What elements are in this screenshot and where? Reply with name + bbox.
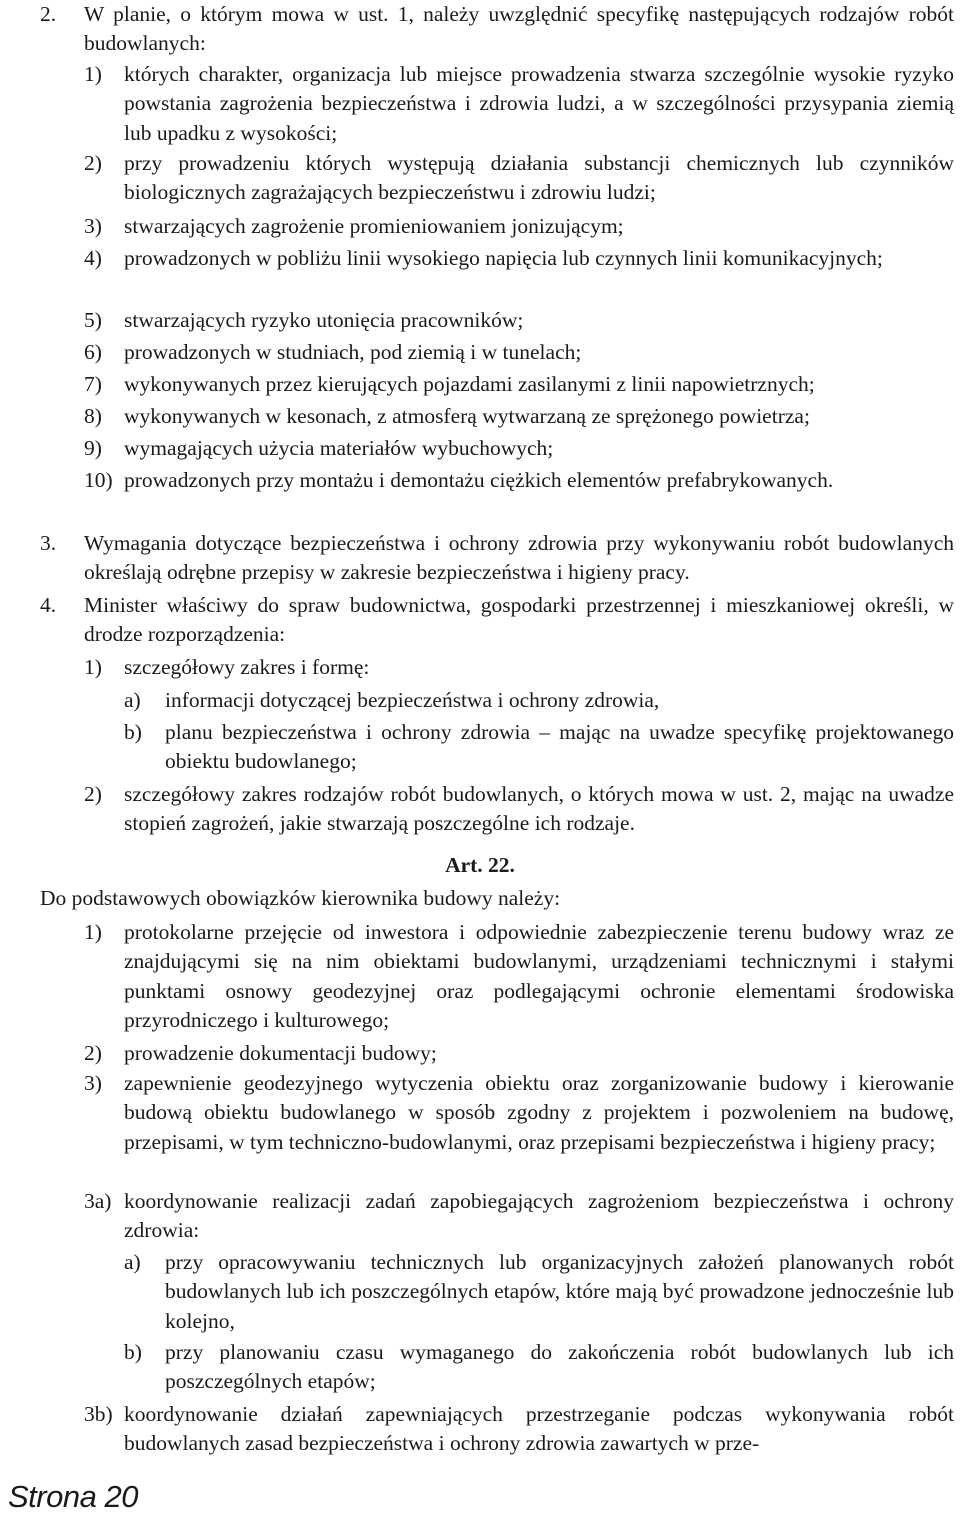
list-item-text: przy prowadzeniu których występują działania substancji chemicznych lub czynników biologicznych zagrażających bezpieczeństwu i zdrowiu ludzi; — [124, 151, 954, 205]
list-item-number: 2) — [84, 151, 102, 175]
section-4-text: Minister właściwy do spraw budownictwa, gospodarki przestrzennej i mieszkaniowej określi, w drodze rozporządzenia: — [84, 593, 954, 647]
section-2-text: W planie, o którym mowa w ust. 1, należy uwzględnić specyfikę następujących rodzajów robót budowlanych: — [84, 2, 954, 56]
section-3-text: Wymagania dotyczące bezpieczeństwa i ochrony zdrowia przy wykonywaniu robót budowlanych określają odrębne przepisy w zakresie bezpieczeństwa i higieny pracy. — [84, 531, 954, 585]
list-item-number: 3) — [84, 214, 102, 238]
list-item-number: 7) — [84, 372, 102, 396]
list-item-number: 6) — [84, 340, 102, 364]
page-number-label: Strona 20 — [8, 1479, 138, 1514]
list-item-number: 1) — [84, 62, 102, 86]
sub-item-letter: a) — [124, 1250, 141, 1274]
list-item-text: zapewnienie geodezyjnego wytyczenia obiektu oraz zorganizowanie budowy i kierowanie budową obiektu budowlanego w sposób zgodny z projektem i pozwoleniem na budowę, przepisami, w tym techniczno-budowlanymi, oraz przepisami bezpieczeństwa i higieny pracy; — [124, 1071, 954, 1154]
article-intro: Do podstawowych obowiązków kierownika budowy należy: — [40, 886, 561, 910]
list-item-text: prowadzonych w pobliżu linii wysokiego napięcia lub czynnych linii komunikacyjnych; — [124, 246, 883, 270]
list-item-number: 9) — [84, 436, 102, 460]
list-item-text: prowadzonych przy montażu i demontażu ciężkich elementów prefabrykowanych. — [124, 468, 834, 492]
list-item-number: 3a) — [84, 1189, 112, 1213]
sub-item-text: informacji dotyczącej bezpieczeństwa i ochrony zdrowia, — [165, 688, 660, 712]
list-item-text: szczegółowy zakres i formę: — [124, 655, 370, 679]
list-item-text: wymagających użycia materiałów wybuchowych; — [124, 436, 554, 460]
list-item-text: stwarzających zagrożenie promieniowaniem jonizującym; — [124, 214, 624, 238]
list-item-text: wykonywanych przez kierujących pojazdami zasilanymi z linii napowietrznych; — [124, 372, 815, 396]
list-item-text: wykonywanych w kesonach, z atmosferą wytwarzaną ze sprężonego powietrza; — [124, 404, 810, 428]
list-item-text: prowadzonych w studniach, pod ziemią i w tunelach; — [124, 340, 582, 364]
list-item-number: 10) — [84, 468, 113, 492]
section-4-number: 4. — [40, 593, 57, 617]
article-title: Art. 22. — [445, 853, 515, 877]
list-item-number: 4) — [84, 246, 102, 270]
sub-item-text: planu bezpieczeństwa i ochrony zdrowia – mając na uwadze specyfikę projektowanego obiektu budowlanego; — [165, 720, 954, 774]
list-item-text: protokolarne przejęcie od inwestora i odpowiednie zabezpieczenie terenu budowy wraz ze znajdującymi się na nim obiektami budowlanymi, urządzeniami technicznymi i stałymi punktami osnowy geodezyjnej oraz podlegającymi ochronie elementami środowiska przyrodniczego i kulturowego; — [124, 920, 954, 1032]
list-item-number: 1) — [84, 920, 102, 944]
list-item-text: stwarzających ryzyko utonięcia pracowników; — [124, 308, 524, 332]
section-2-number: 2. — [40, 2, 57, 26]
sub-item-letter: b) — [124, 720, 142, 744]
list-item-number: 3b) — [84, 1402, 113, 1426]
list-item-text: szczegółowy zakres rodzajów robót budowlanych, o których mowa w ust. 2, mając na uwadze stopień zagrożeń, jakie stwarzają poszczególne ich rodzaje. — [124, 782, 954, 836]
section-3-number: 3. — [40, 531, 57, 555]
list-item-text: koordynowanie realizacji zadań zapobiegających zagrożeniom bezpieczeństwa i ochrony zdrowia: — [124, 1189, 954, 1243]
list-item-number: 8) — [84, 404, 102, 428]
sub-item-text: przy opracowywaniu technicznych lub organizacyjnych założeń planowanych robót budowlanych lub ich poszczególnych etapów, które mają być prowadzone jednocześnie lub kolejno, — [165, 1250, 954, 1333]
sub-item-letter: b) — [124, 1340, 142, 1364]
list-item-number: 5) — [84, 308, 102, 332]
list-item-text: koordynowanie działań zapewniających przestrzeganie podczas wykonywania robót budowlanych zasad bezpieczeństwa i ochrony zdrowia zawartych w prze- — [124, 1402, 954, 1456]
list-item-number: 2) — [84, 782, 102, 806]
sub-item-text: przy planowaniu czasu wymaganego do zakończenia robót budowlanych lub ich poszczególnych etapów; — [165, 1340, 954, 1394]
sub-item-letter: a) — [124, 688, 141, 712]
list-item-text: których charakter, organizacja lub miejsce prowadzenia stwarza szczególnie wysokie ryzyko powstania zagrożenia bezpieczeństwa i zdrowia ludzi, a w szczególności przysypania ziemią lub upadku z wysokości; — [124, 62, 954, 145]
list-item-text: prowadzenie dokumentacji budowy; — [124, 1041, 437, 1065]
list-item-number: 1) — [84, 655, 102, 679]
list-item-number: 2) — [84, 1041, 102, 1065]
list-item-number: 3) — [84, 1071, 102, 1095]
